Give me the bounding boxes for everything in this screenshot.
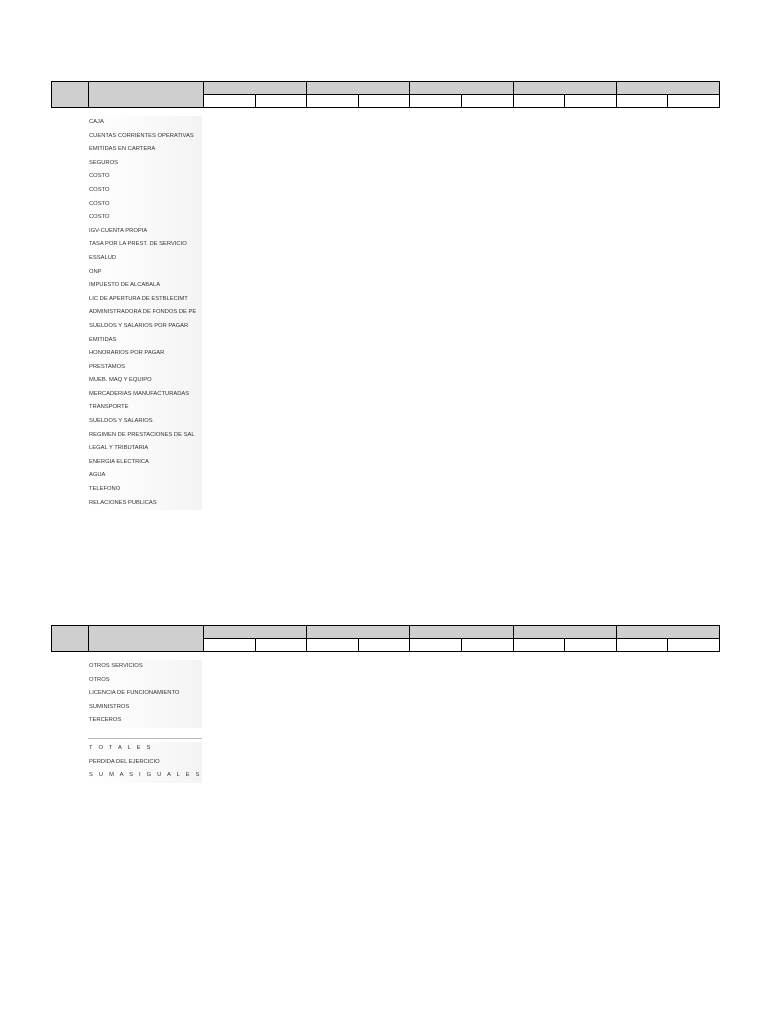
header-cell [565, 95, 617, 107]
account-row: LEGAL Y TRIBUTARIA [88, 442, 202, 456]
header-cell [359, 639, 411, 651]
account-list-1 [88, 116, 202, 510]
account-row: OTROS SERVICIOS [88, 660, 202, 674]
header-group [204, 82, 307, 94]
header-cell [204, 95, 256, 107]
totals-divider [88, 738, 202, 739]
header-cell [307, 639, 359, 651]
account-row: ENERGIA ELECTRICA [88, 456, 202, 470]
account-row: MERCADERIAS MANUFACTURADAS [88, 388, 202, 402]
account-row: PRESTAMOS [88, 361, 202, 375]
account-row: SUELDOS Y SALARIOS POR PAGAR [88, 320, 202, 334]
loss-row: PERDIDA DEL EJERCICIO [88, 756, 202, 770]
account-row: AGUA [88, 469, 202, 483]
header-account-column [89, 82, 204, 107]
account-row: SUELDOS Y SALARIOS [88, 415, 202, 429]
header-cell [256, 95, 308, 107]
header-group [617, 626, 719, 638]
header-cell [617, 95, 669, 107]
account-row: RELACIONES PUBLICAS [88, 497, 202, 511]
header-group [617, 82, 719, 94]
account-row: REGIMEN DE PRESTACIONES DE SAL [88, 429, 202, 443]
header-cell [256, 639, 308, 651]
worksheet-header-1 [51, 81, 720, 108]
account-row: IMPUESTO DE ALCABALA [88, 279, 202, 293]
account-row: OTROS [88, 674, 202, 688]
account-row: IGV-CUENTA PROPIA [88, 225, 202, 239]
header-subcolumns [204, 639, 719, 651]
account-row: CAJA [88, 116, 202, 130]
header-cell [462, 95, 514, 107]
header-cell [204, 639, 256, 651]
header-cell [565, 639, 617, 651]
header-group [514, 626, 617, 638]
header-cell [462, 639, 514, 651]
account-row: COSTO [88, 184, 202, 198]
header-cell [514, 95, 566, 107]
account-row: ESSALUD [88, 252, 202, 266]
header-cell [410, 639, 462, 651]
account-row: HONORARIOS POR PAGAR [88, 347, 202, 361]
account-row: EMITIDAS [88, 334, 202, 348]
worksheet-header-2 [51, 625, 720, 652]
account-row: COSTO [88, 198, 202, 212]
equal-sums-row: S U M A S I G U A L E S [88, 769, 202, 783]
account-row: MUEB. MAQ Y EQUIPO [88, 374, 202, 388]
header-cell [617, 639, 669, 651]
account-row: EMITIDAS EN CARTERA [88, 143, 202, 157]
header-group [410, 626, 513, 638]
header-group [410, 82, 513, 94]
header-account-column [89, 626, 204, 651]
header-cell [668, 639, 719, 651]
account-row: COSTO [88, 170, 202, 184]
header-group [204, 626, 307, 638]
account-row: LICENCIA DE FUNCIONAMIENTO [88, 687, 202, 701]
account-row: TERCEROS [88, 714, 202, 728]
header-cell [359, 95, 411, 107]
totals-row: T O T A L E S [88, 742, 202, 756]
header-column-groups [204, 82, 719, 95]
account-row: COSTO [88, 211, 202, 225]
header-code-column [52, 82, 89, 107]
header-group [307, 82, 410, 94]
account-row: SUMINISTROS [88, 701, 202, 715]
account-row: TELEFONO [88, 483, 202, 497]
header-cell [410, 95, 462, 107]
header-cell [668, 95, 719, 107]
account-row: CUENTAS CORRIENTES OPERATIVAS [88, 130, 202, 144]
account-row: LIC DE APERTURA DE ESTBLECIMT [88, 293, 202, 307]
account-row: ONP [88, 266, 202, 280]
header-column-groups [204, 626, 719, 639]
account-row: SEGUROS [88, 157, 202, 171]
header-cell [307, 95, 359, 107]
totals-list [88, 742, 202, 783]
account-row: ADMINISTRADORA DE FONDOS DE PE [88, 306, 202, 320]
header-code-column [52, 626, 89, 651]
header-group [514, 82, 617, 94]
header-cell [514, 639, 566, 651]
header-group [307, 626, 410, 638]
header-subcolumns [204, 95, 719, 107]
account-row: TRANSPORTE [88, 401, 202, 415]
account-list-2 [88, 660, 202, 728]
account-row: TASA POR LA PREST. DE SERVICIO [88, 238, 202, 252]
